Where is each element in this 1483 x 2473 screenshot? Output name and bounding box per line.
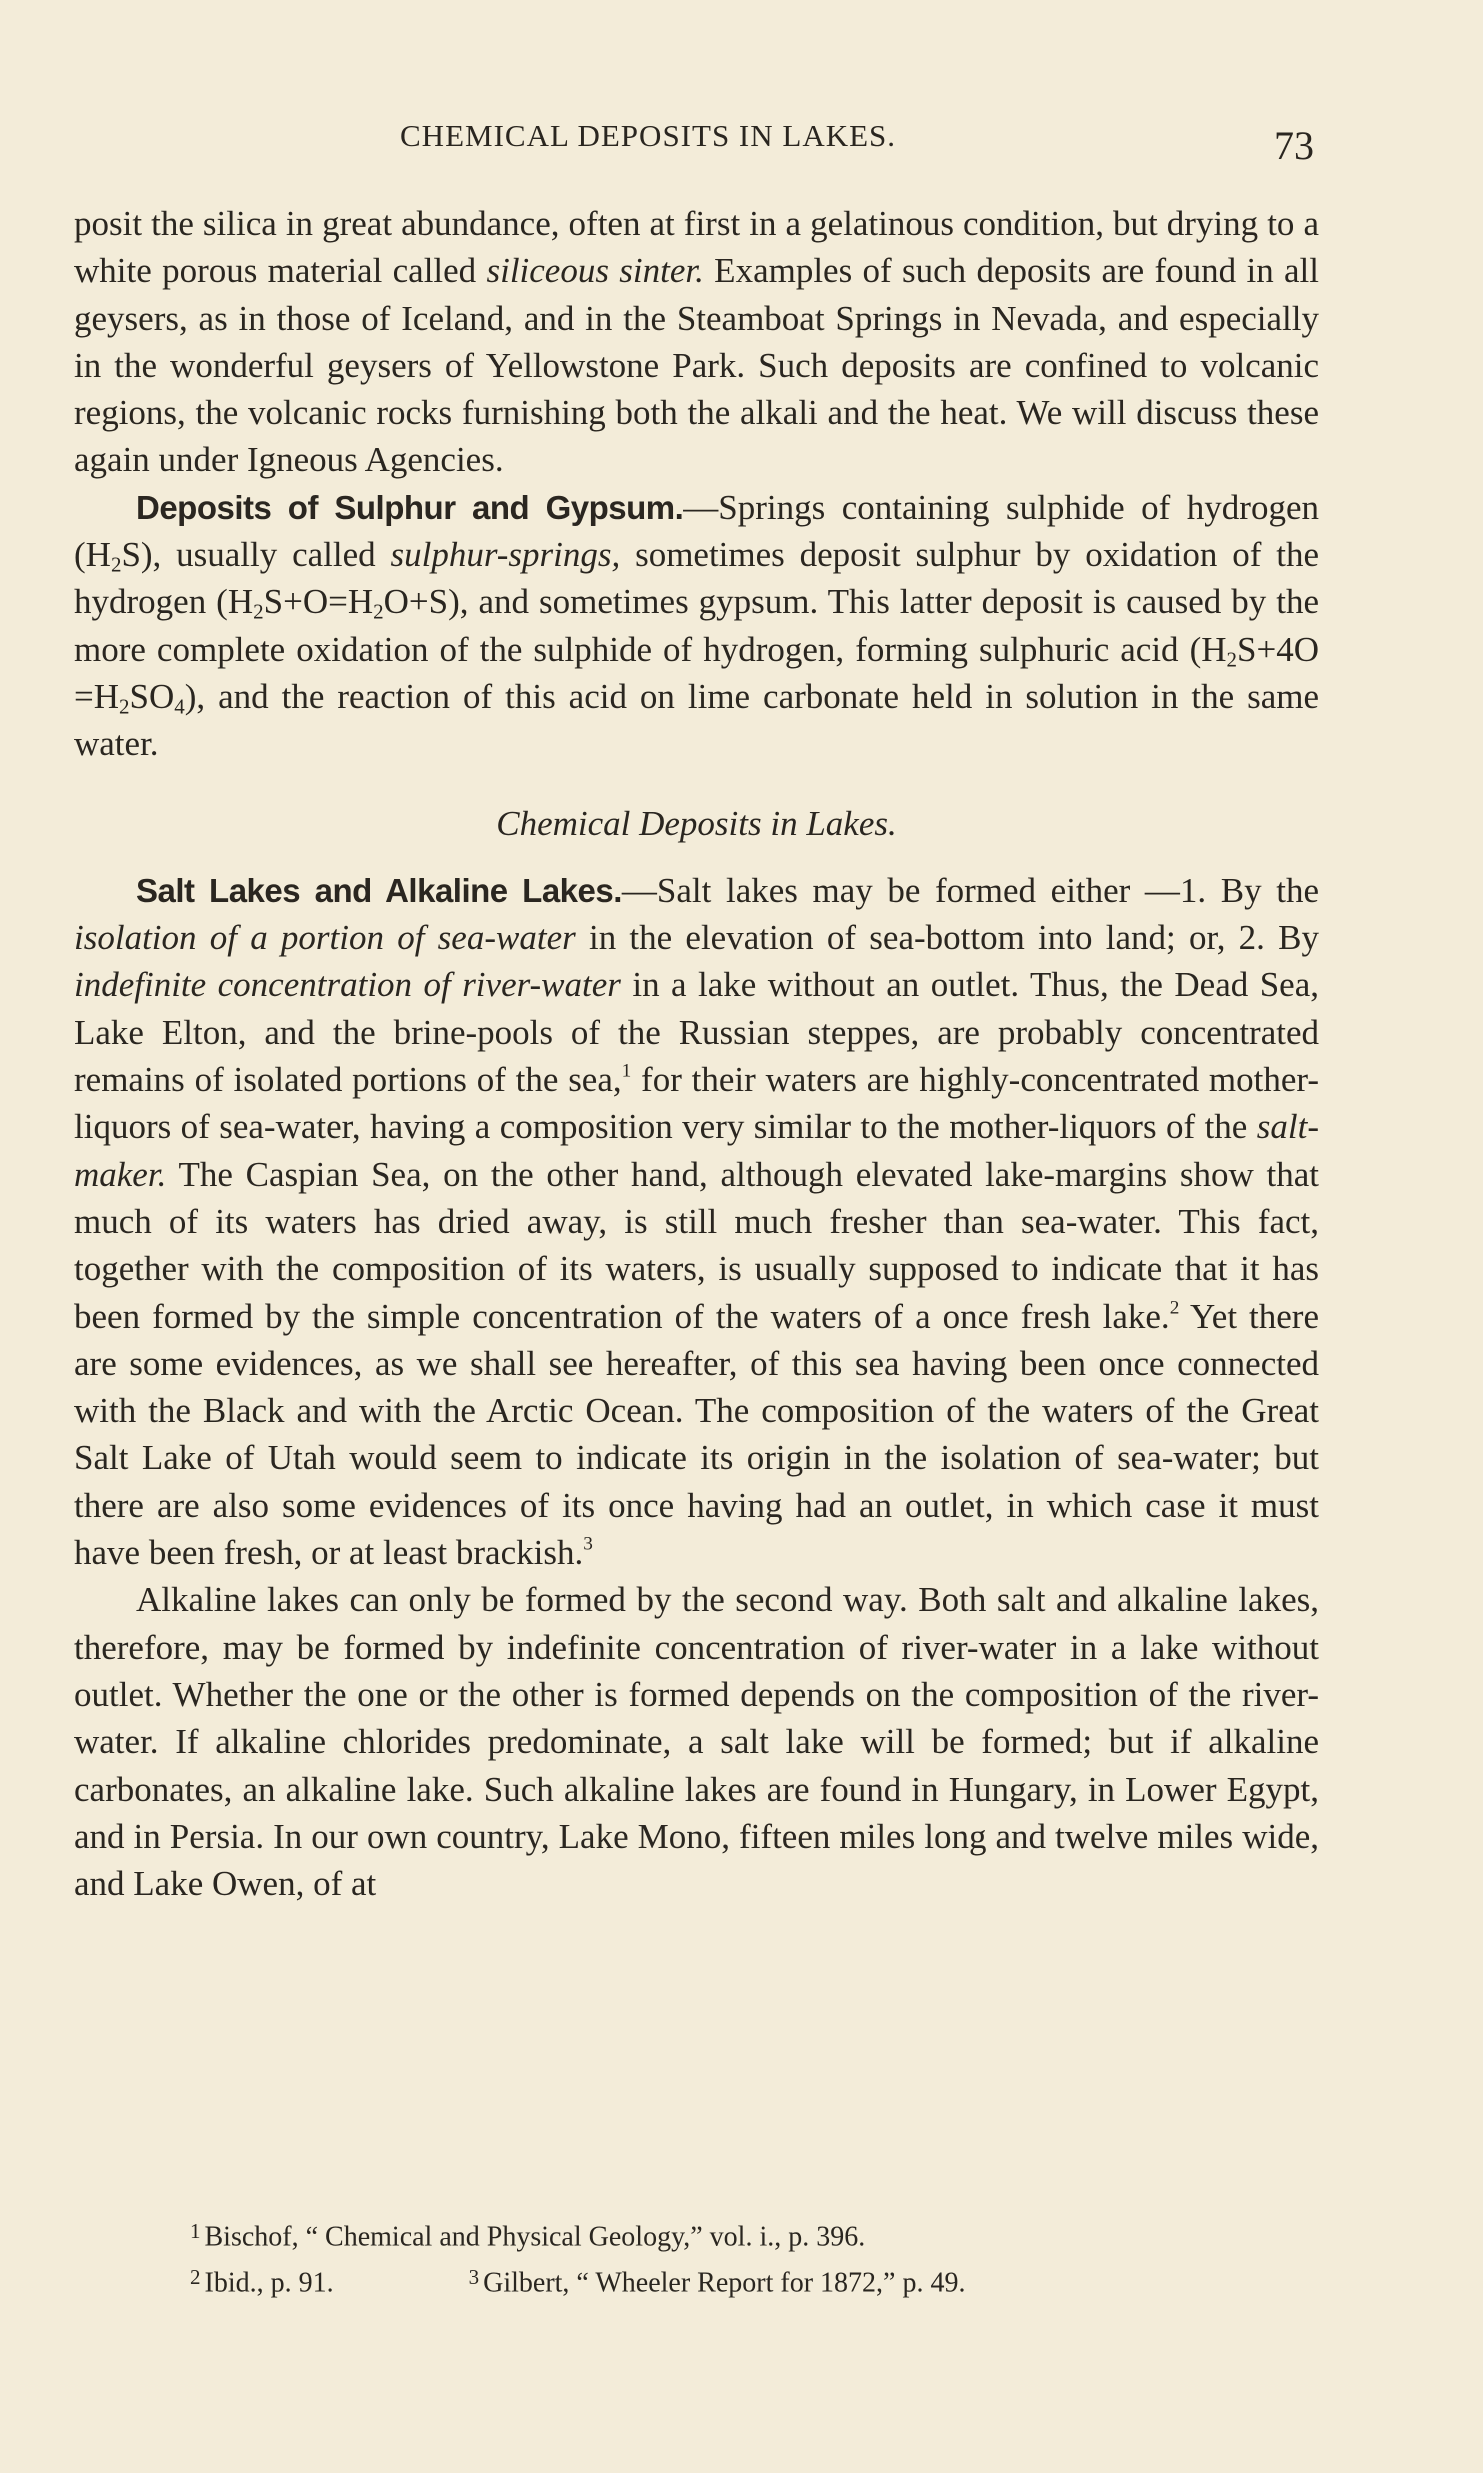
text-run: for their waters are highly-concentrated mother-liquors of sea-water, having a composition very similar to the mother-liquors of the <box>74 1060 1319 1147</box>
paragraph-alkaline-lakes: Alkaline lakes can only be formed by the second way. Both salt and alkaline lakes, therefore, may be formed by indefinite concentration of river-water in a lake without outlet. Whether the one or the other is formed depends on the composition of the river-water. If alkaline chlorides predominate, a salt lake will be formed; but if alkaline carbonates, an alkaline lake. Such alkaline lakes are found in Hungary, in Lower Egypt, and in Persia. In our own country, Lake Mono, fifteen miles long and twelve miles wide, and Lake Owen, of at <box>74 1580 1319 1904</box>
text-run: —Springs containing sulphide of hydrogen (H <box>74 487 1319 575</box>
footnote-row <box>190 2257 1340 2303</box>
paragraph-salt-lakes <box>74 867 1319 1576</box>
footnote-text: Gilbert, “ Wheeler Report for 1872,” p. 49. <box>483 2267 966 2299</box>
italic-term: sulphur-springs, <box>390 535 621 575</box>
footnote-ref: 3 <box>583 1533 593 1555</box>
footnote-mark: 3 <box>468 2265 480 2290</box>
section-heading: Chemical Deposits in Lakes. <box>496 803 897 843</box>
footnotes <box>190 2211 1340 2304</box>
text-run: in the elevation of sea-bottom into land; or, 2. By <box>575 918 1319 958</box>
footnote-text: Ibid., p. 91. <box>204 2267 334 2299</box>
page-number: 73 <box>1274 123 1314 168</box>
subscript: 4 <box>174 694 185 719</box>
text-run: O+S), and sometimes gypsum. This latter deposit is caused by the more complete oxidation of the sulphide of hydrogen, forming sulphuric acid (H <box>74 582 1319 669</box>
footnote-mark: 2 <box>190 2265 201 2290</box>
text-run: S+O=H <box>263 582 374 622</box>
text-run: Examples of such deposits are found in all geysers, as in those of Iceland, and in the Steamboat Springs in Nevada, and especially in the wonderful geysers of Yellowstone Park. Such deposits are confined to volcanic regions, the volcanic rocks furnishing both the alkali and the heat. We will discuss these again under Igneous Agencies. <box>74 251 1319 480</box>
text-run: —Salt lakes may be formed either —1. By the <box>621 870 1319 910</box>
italic-term: indefinite concentration of river-water <box>74 965 621 1005</box>
italic-term: isolation of a portion of sea-water <box>74 918 576 958</box>
subscript: 2 <box>253 599 264 624</box>
text-run: SO <box>129 676 175 716</box>
subscript: 2 <box>119 694 130 719</box>
subscript: 2 <box>373 599 384 624</box>
subscript: 2 <box>1226 646 1238 671</box>
footnote <box>469 2257 966 2303</box>
text-run: S+4O =H <box>74 629 1319 716</box>
text-run: ), and the reaction of this acid on lime carbonate held in solution in the same water. <box>74 676 1319 764</box>
page-header <box>0 118 1483 178</box>
text-run: sometimes deposit sulphur by oxidation of the hydrogen (H <box>74 535 1319 622</box>
italic-term: salt-maker. <box>74 1107 1319 1194</box>
footnote-text: Bischof, “ Chemical and Physical Geology,” vol. i., p. 396. <box>204 2221 866 2253</box>
footnote-ref: 2 <box>1169 1297 1180 1319</box>
running-title: CHEMICAL DEPOSITS IN LAKES. <box>400 118 897 153</box>
footnote-mark: 1 <box>190 2219 201 2243</box>
subscript: 2 <box>110 552 122 577</box>
text-run: in a lake without an outlet. Thus, the Dead Sea, Lake Elton, and the brine-pools of the Russian steppes, are probably concentrated remains of isolated portions of the sea, <box>74 965 1319 1100</box>
paragraph-geyser-deposits <box>74 200 1319 484</box>
footnote <box>190 2211 1340 2257</box>
footnote-ref: 1 <box>621 1060 632 1082</box>
paragraph-heading: Deposits of Sulphur and Gypsum. <box>136 488 684 526</box>
text-run: The Caspian Sea, on the other hand, although elevated lake-margins show that much of its waters has dried away, is still much fresher than sea-water. This fact, together with the composition of its waters, is usually supposed to indicate that it has been formed by the simple concentration of the waters of a once fresh lake. <box>74 1154 1319 1336</box>
paragraph-sulphur-gypsum <box>74 484 1319 768</box>
body-text <box>74 200 1319 1907</box>
paragraph-heading: Salt Lakes and Alkaline Lakes. <box>136 871 622 909</box>
text-run: posit the silica in great abundance, often at first in a gelatinous condition, but drying to a white porous material called <box>74 204 1319 291</box>
text-run: Yet there are some evidences, as we shall see hereafter, of this sea having been once connected with the Black and with the Arctic Ocean. The composition of the waters of the Great Salt Lake of Utah would seem to indicate its origin in the isolation of sea-water; but there are also some evidences of its once having had an outlet, in which case it must have been fresh, or at least brackish. <box>74 1296 1319 1573</box>
italic-term: siliceous sinter. <box>486 251 704 291</box>
text-run: S), usually called <box>121 535 391 575</box>
